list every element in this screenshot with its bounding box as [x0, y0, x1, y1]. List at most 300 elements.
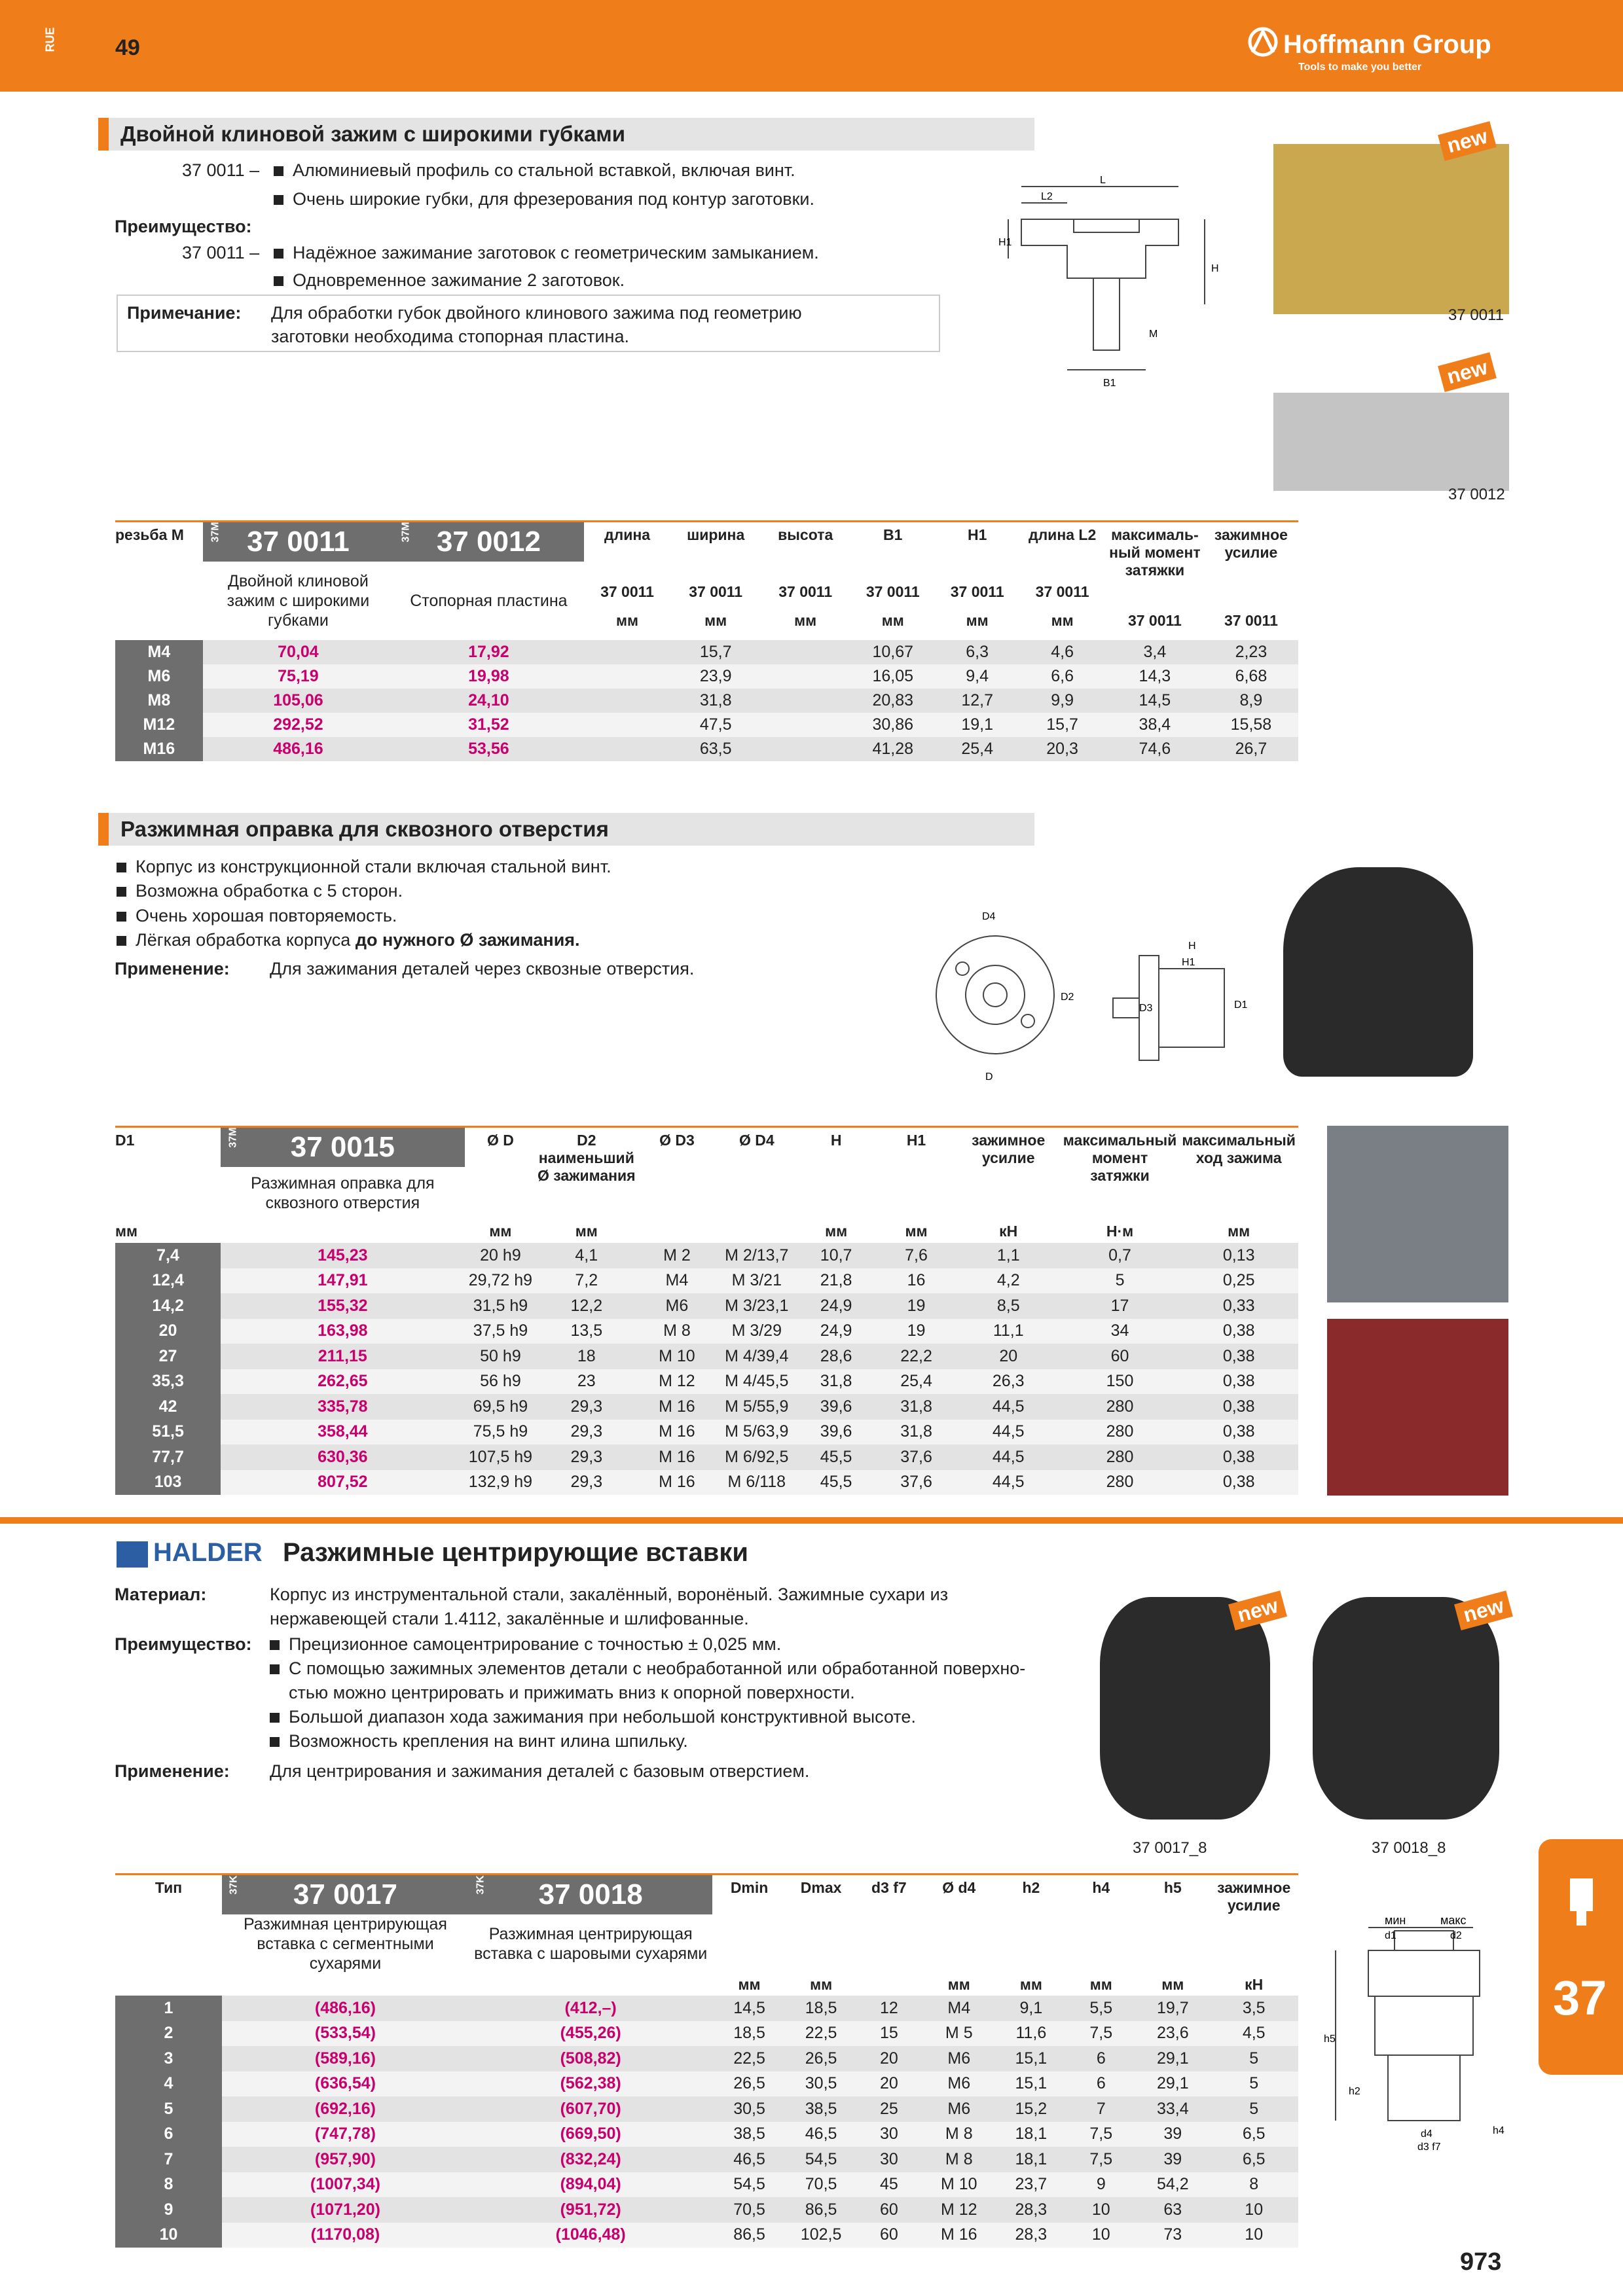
ref-cell: 37 0011 — [778, 583, 833, 600]
row-label: 9 — [115, 2197, 222, 2223]
section-title-centering-inserts: Разжимные центрирующие вставки — [283, 1538, 748, 1567]
table-cell: 18 — [536, 1344, 636, 1369]
table-cell: 25 — [856, 2096, 922, 2122]
price-table-expanding-mandrel — [115, 1126, 1298, 1495]
table-cell: 12,2 — [536, 1293, 636, 1319]
table-cell: 34 — [1061, 1319, 1180, 1344]
price-cell: (957,90) — [222, 2147, 469, 2172]
col-header: h4 — [1066, 1874, 1136, 1974]
feature-item: Лёгкая обработка корпуса до нужного Ø зажимания. — [117, 928, 580, 952]
price-cell: (562,38) — [469, 2072, 713, 2097]
image-caption: 37 0018_8 — [1372, 1839, 1446, 1857]
table-cell: 10 — [1066, 2197, 1136, 2223]
col-header: максималь-ный момент затяжки — [1106, 522, 1204, 601]
table-row — [115, 1344, 1298, 1369]
table-cell: M4 — [922, 1996, 996, 2021]
ref-cell: 37 0011 — [866, 583, 920, 600]
table-cell: 0,33 — [1179, 1293, 1298, 1319]
table-cell: 280 — [1061, 1394, 1180, 1420]
unit-cell: мм — [704, 611, 727, 629]
table-cell: 10,67 — [850, 640, 936, 664]
bullet-icon — [117, 912, 126, 922]
table-cell: 54,2 — [1136, 2172, 1209, 2198]
table-cell: M 5/55,9 — [718, 1394, 796, 1420]
table-cell: 12,7 — [936, 689, 1019, 713]
svg-text:H1: H1 — [1182, 957, 1195, 968]
table-row — [115, 2122, 1298, 2147]
table-cell: 29,1 — [1136, 2072, 1209, 2097]
svg-text:D1: D1 — [1234, 999, 1248, 1011]
table-cell: 10 — [1209, 2223, 1298, 2248]
table-cell: 38,5 — [786, 2096, 856, 2122]
row-label: 103 — [115, 1470, 221, 1496]
price-cell: (669,50) — [469, 2122, 713, 2147]
col-header: Ø D4 — [718, 1127, 796, 1220]
table-cell: 23,6 — [1136, 2021, 1209, 2047]
table-cell: 24,9 — [796, 1293, 876, 1319]
unit-cell: мм — [947, 1975, 970, 1993]
table-cell: 4,5 — [1209, 2021, 1298, 2047]
unit-cell: мм — [1089, 1975, 1112, 1993]
table-cell: M 8 — [922, 2122, 996, 2147]
table-row — [115, 713, 1298, 737]
table-cell: 63 — [1136, 2197, 1209, 2223]
table-cell: 19 — [876, 1319, 956, 1344]
table-cell: 150 — [1061, 1369, 1180, 1395]
table-cell — [584, 713, 671, 737]
table-cell: 13,5 — [536, 1319, 636, 1344]
table-body — [115, 1996, 1298, 2248]
table-cell: 45,5 — [796, 1470, 876, 1496]
price-cell: 105,06 — [203, 689, 393, 713]
new-badge: new — [1454, 1590, 1513, 1630]
table-cell: 23 — [536, 1369, 636, 1395]
material-text: Корпус из инструментальной стали, закалённый, воронёный. Зажимные сухари из — [270, 1585, 949, 1604]
col-header: H1 — [936, 522, 1019, 562]
chapter-number: 37 — [1553, 1971, 1607, 2025]
table-cell: 15,58 — [1204, 713, 1298, 737]
unit-cell: 37 0011 — [1224, 611, 1278, 629]
table-cell — [761, 664, 850, 689]
svg-text:M: M — [1149, 329, 1158, 340]
col-header: Dmax — [786, 1874, 856, 1974]
table-cell: M 8 — [922, 2147, 996, 2172]
feature-item-cont: стью можно центрировать и прижимать вниз к опорной поверхности. — [289, 1683, 855, 1702]
table-cell: 44,5 — [957, 1444, 1061, 1470]
col-header: Ø D — [465, 1127, 537, 1220]
table-cell: 0,25 — [1179, 1268, 1298, 1294]
application-photo — [1327, 1319, 1508, 1496]
table-cell: 0,13 — [1179, 1243, 1298, 1268]
bullet-icon — [270, 1737, 280, 1747]
technical-drawing — [995, 173, 1250, 389]
table-cell: 28,3 — [996, 2197, 1066, 2223]
table-row — [115, 1319, 1298, 1344]
table-cell: 26,5 — [712, 2072, 786, 2097]
table-cell: 132,9 h9 — [465, 1470, 537, 1496]
table-cell: 15,2 — [996, 2096, 1066, 2122]
article-number: 37K 37 0018 — [469, 1874, 713, 1915]
new-badge: new — [1438, 352, 1497, 392]
page-number-left: 49 — [115, 35, 140, 60]
table-cell: 12 — [856, 1996, 922, 2021]
table-cell: M 16 — [636, 1470, 717, 1496]
table-cell: 30 — [856, 2122, 922, 2147]
table-cell: 45,5 — [796, 1444, 876, 1470]
unit-cell — [718, 1219, 796, 1243]
table-cell: 1,1 — [957, 1243, 1061, 1268]
table-cell: 15 — [856, 2021, 922, 2047]
price-cell: 262,65 — [221, 1369, 464, 1395]
row-label: 51,5 — [115, 1420, 221, 1445]
feature-item: Большой диапазон хода зажимания при небольшой конструктивной высоте. — [270, 1705, 916, 1729]
table-cell: 18,5 — [712, 2021, 786, 2047]
table-cell — [584, 664, 671, 689]
article-number: 37M 37 0015 — [221, 1127, 464, 1168]
table-row — [115, 1444, 1298, 1470]
table-cell: 86,5 — [786, 2197, 856, 2223]
row-label: 7,4 — [115, 1243, 221, 1268]
table-cell: 20,3 — [1019, 737, 1106, 761]
article-description: Разжимная центрирующая вставка с шаровыми сухарями — [474, 1925, 708, 1963]
bullet-icon — [117, 863, 126, 872]
col-header: H — [796, 1127, 876, 1220]
image-caption: 37 0011 — [1448, 306, 1504, 324]
table-cell: 0,7 — [1061, 1243, 1180, 1268]
svg-text:D: D — [985, 1071, 993, 1083]
feature-item: Очень широкие губки, для фрезерования под контур заготовки. — [274, 187, 814, 211]
table-row — [115, 2147, 1298, 2172]
table-cell: M 2/13,7 — [718, 1243, 796, 1268]
table-cell: 7,6 — [876, 1243, 956, 1268]
table-cell: 29,1 — [1136, 2046, 1209, 2072]
table-cell: 30 — [856, 2147, 922, 2172]
table-cell: 31,8 — [876, 1420, 956, 1445]
unit-cell: мм — [1161, 1975, 1184, 1993]
table-row — [115, 2046, 1298, 2072]
table-row — [115, 2072, 1298, 2097]
col-header: B1 — [850, 522, 936, 562]
table-cell: 44,5 — [957, 1420, 1061, 1445]
product-ref: 37 0011 – — [182, 243, 260, 262]
svg-text:L: L — [1100, 175, 1106, 186]
table-cell: 69,5 h9 — [465, 1394, 537, 1420]
col-header: максимальный момент затяжки — [1061, 1127, 1180, 1220]
table-cell: 20 — [957, 1344, 1061, 1369]
table-cell: 4,6 — [1019, 640, 1106, 664]
article-number: 37K 37 0017 — [222, 1874, 469, 1915]
price-cell: (607,70) — [469, 2096, 713, 2122]
price-cell: 24,10 — [393, 689, 584, 713]
article-description: Разжимная оправка для сквозного отверстия — [251, 1174, 435, 1212]
product-image-370015 — [1283, 867, 1473, 1077]
table-cell: 19 — [876, 1293, 956, 1319]
price-cell: 486,16 — [203, 737, 393, 761]
table-cell: 10,7 — [796, 1243, 876, 1268]
table-cell: 5,5 — [1066, 1996, 1136, 2021]
table-cell: 8,5 — [957, 1293, 1061, 1319]
ref-cell: 37 0011 — [600, 583, 654, 600]
table-cell: 5 — [1209, 2096, 1298, 2122]
material-text: нержавеющей стали 1.4112, закалённые и шлифованные. — [270, 1609, 749, 1628]
svg-text:d1: d1 — [1385, 1930, 1396, 1941]
table-cell: 11,6 — [996, 2021, 1066, 2047]
table-cell: 39,6 — [796, 1394, 876, 1420]
table-cell: 20 h9 — [465, 1243, 537, 1268]
application-text: Для зажимания деталей через сквозные отверстия. — [270, 959, 695, 978]
table-cell: M 4/45,5 — [718, 1369, 796, 1395]
table-cell: 14,3 — [1106, 664, 1204, 689]
table-cell — [761, 737, 850, 761]
table-cell: M 16 — [636, 1420, 717, 1445]
table-cell: M 10 — [922, 2172, 996, 2198]
row-label: 77,7 — [115, 1444, 221, 1470]
table-cell: M 8 — [636, 1319, 717, 1344]
svg-text:H: H — [1211, 263, 1219, 274]
table-cell: 44,5 — [957, 1470, 1061, 1496]
article-description: Двойной клиновой зажим с широкими губками — [227, 572, 370, 630]
price-cell: (508,82) — [469, 2046, 713, 2072]
note-label: Примечание: — [127, 303, 242, 323]
unit-cell: мм — [1051, 611, 1074, 629]
feature-item: Надёжное зажимание заготовок с геометрическим замыканием. — [274, 241, 819, 264]
row-label: 6 — [115, 2122, 222, 2147]
table-cell: M 4/39,4 — [718, 1344, 796, 1369]
row-label: 10 — [115, 2223, 222, 2248]
unit-cell: мм — [1019, 1975, 1042, 1993]
image-caption: 37 0017_8 — [1133, 1839, 1207, 1857]
bullet-icon — [270, 1664, 280, 1674]
table-cell: 31,5 h9 — [465, 1293, 537, 1319]
feature-item: Возможна обработка с 5 сторон. — [117, 879, 403, 903]
table-cell: 63,5 — [670, 737, 761, 761]
table-cell: 25,4 — [876, 1369, 956, 1395]
row-label: M4 — [115, 640, 203, 664]
price-cell: (455,26) — [469, 2021, 713, 2047]
table-cell: M6 — [922, 2072, 996, 2097]
table-row — [115, 2223, 1298, 2248]
section-title-wedge-clamp: Двойной клиновой зажим с широкими губками — [98, 118, 1034, 151]
price-cell: 145,23 — [221, 1243, 464, 1268]
col-header: зажимное усилие — [1204, 522, 1298, 601]
table-cell: 6,5 — [1209, 2122, 1298, 2147]
row-label: 7 — [115, 2147, 222, 2172]
section-divider — [0, 1517, 1623, 1524]
price-cell: 70,04 — [203, 640, 393, 664]
row-label: 14,2 — [115, 1293, 221, 1319]
table-cell: 22,5 — [712, 2046, 786, 2072]
table-cell: M 16 — [636, 1444, 717, 1470]
feature-item: Возможность крепления на винт илина шпильку. — [270, 1729, 688, 1753]
table-cell: 17 — [1061, 1293, 1180, 1319]
ref-cell: 37 0011 — [1035, 583, 1089, 600]
table-cell: M 12 — [922, 2197, 996, 2223]
table-cell: 54,5 — [712, 2172, 786, 2198]
table-cell: 30,86 — [850, 713, 936, 737]
unit-cell — [636, 1219, 717, 1243]
col-header: d3 f7 — [856, 1874, 922, 1974]
row-label: 2 — [115, 2021, 222, 2047]
col-header: D1 — [115, 1127, 221, 1168]
col-header: Ø d4 — [922, 1874, 996, 1974]
col-header: зажимное усилие — [1209, 1874, 1298, 1974]
table-cell: 29,3 — [536, 1420, 636, 1445]
price-cell: 155,32 — [221, 1293, 464, 1319]
technical-drawing — [1322, 1918, 1519, 2199]
feature-item: Корпус из конструкционной стали включая стальной винт. — [117, 855, 611, 878]
unit-cell: кН — [999, 1222, 1018, 1240]
table-row — [115, 689, 1298, 713]
table-cell: 14,5 — [1106, 689, 1204, 713]
table-body — [115, 640, 1298, 761]
price-cell: (1170,08) — [222, 2223, 469, 2248]
bullet-icon — [270, 1640, 280, 1650]
unit-cell: мм — [738, 1975, 761, 1993]
price-cell: (589,16) — [222, 2046, 469, 2072]
table-cell: 28,3 — [996, 2223, 1066, 2248]
col-header: Тип — [115, 1874, 222, 1915]
table-cell: 50 h9 — [465, 1344, 537, 1369]
table-cell: 0,38 — [1179, 1394, 1298, 1420]
price-cell: 31,52 — [393, 713, 584, 737]
table-body — [115, 1243, 1298, 1495]
table-cell: 29,3 — [536, 1470, 636, 1496]
table-cell — [584, 689, 671, 713]
table-cell: 19,7 — [1136, 1996, 1209, 2021]
svg-text:L2: L2 — [1041, 191, 1053, 202]
row-label: 35,3 — [115, 1369, 221, 1395]
table-cell: 16 — [876, 1268, 956, 1294]
clamp-icon — [1563, 1875, 1599, 1928]
table-cell: 75,5 h9 — [465, 1420, 537, 1445]
table-cell: M 3/21 — [718, 1268, 796, 1294]
article-description: Разжимная центрирующая вставка с сегментными сухарями — [243, 1915, 447, 1973]
unit-cell: мм — [794, 611, 817, 629]
application-photo — [1327, 1126, 1508, 1302]
table-row — [115, 1293, 1298, 1319]
table-cell: 16,05 — [850, 664, 936, 689]
image-caption: 37 0012 — [1448, 486, 1505, 503]
feature-item: Одновременное зажимание 2 заготовок. — [274, 268, 625, 292]
brand-name: Hoffmann Group — [1283, 30, 1491, 59]
table-cell: M6 — [922, 2046, 996, 2072]
advantage-label: Преимущество: — [115, 1634, 252, 1654]
price-cell: 335,78 — [221, 1394, 464, 1420]
table-cell: 60 — [1061, 1344, 1180, 1369]
table-row — [115, 1243, 1298, 1268]
col-header: ширина — [670, 522, 761, 562]
price-table-centering-inserts — [115, 1873, 1298, 2248]
row-label: 5 — [115, 2096, 222, 2122]
row-label: M12 — [115, 713, 203, 737]
col-header: Dmin — [712, 1874, 786, 1974]
table-cell: 9,9 — [1019, 689, 1106, 713]
product-image-370011 — [1273, 144, 1509, 314]
brand-logo-icon — [1247, 26, 1279, 58]
table-cell: 86,5 — [712, 2223, 786, 2248]
table-cell: M 5/63,9 — [718, 1420, 796, 1445]
table-cell: 21,8 — [796, 1268, 876, 1294]
table-cell: M 16 — [636, 1394, 717, 1420]
application-text: Для центрирования и зажимания деталей с базовым отверстием. — [270, 1761, 810, 1781]
price-cell: 630,36 — [221, 1444, 464, 1470]
price-cell: (1046,48) — [469, 2223, 713, 2248]
table-cell: 31,8 — [876, 1394, 956, 1420]
table-cell: 7 — [1066, 2096, 1136, 2122]
table-cell: 37,5 h9 — [465, 1319, 537, 1344]
label-min: мин — [1385, 1918, 1406, 1927]
bullet-icon — [274, 276, 283, 286]
svg-text:h2: h2 — [1349, 2086, 1360, 2097]
price-cell: 163,98 — [221, 1319, 464, 1344]
table-cell: M 3/23,1 — [718, 1293, 796, 1319]
table-cell: 6,68 — [1204, 664, 1298, 689]
table-row — [115, 640, 1298, 664]
table-cell: 73 — [1136, 2223, 1209, 2248]
svg-text:h4: h4 — [1493, 2125, 1504, 2136]
unit-cell: кН — [1245, 1975, 1264, 1993]
unit-cell: Н·м — [1106, 1222, 1134, 1240]
table-cell: 37,6 — [876, 1470, 956, 1496]
table-cell: 102,5 — [786, 2223, 856, 2248]
table-cell: M 12 — [636, 1369, 717, 1395]
price-cell: 53,56 — [393, 737, 584, 761]
table-cell: 54,5 — [786, 2147, 856, 2172]
table-cell: 23,9 — [670, 664, 761, 689]
table-cell: M 6/92,5 — [718, 1444, 796, 1470]
unit-cell: мм — [489, 1222, 512, 1240]
bullet-icon — [270, 1713, 280, 1723]
svg-text:D4: D4 — [982, 911, 996, 922]
table-cell — [761, 713, 850, 737]
price-cell: 75,19 — [203, 664, 393, 689]
row-label: 27 — [115, 1344, 221, 1369]
table-cell: 9,4 — [936, 664, 1019, 689]
chapter-tab — [1539, 1839, 1623, 2075]
table-cell: 2,23 — [1204, 640, 1298, 664]
table-cell: 25,4 — [936, 737, 1019, 761]
table-cell: 6,6 — [1019, 664, 1106, 689]
table-cell — [761, 689, 850, 713]
table-cell: 280 — [1061, 1420, 1180, 1445]
table-cell: 20 — [856, 2072, 922, 2097]
table-row — [115, 1369, 1298, 1395]
table-cell: M 16 — [922, 2223, 996, 2248]
table-cell: 20 — [856, 2046, 922, 2072]
table-cell: 38,5 — [712, 2122, 786, 2147]
col-header: h5 — [1136, 1874, 1209, 1974]
unit-cell: мм — [616, 611, 639, 629]
table-cell: 39,6 — [796, 1420, 876, 1445]
table-cell: 0,38 — [1179, 1444, 1298, 1470]
table-row — [115, 664, 1298, 689]
svg-text:d3 f7: d3 f7 — [1417, 2142, 1441, 2153]
table-cell: 0,38 — [1179, 1420, 1298, 1445]
col-header: длина L2 — [1019, 522, 1106, 562]
table-cell: 56 h9 — [465, 1369, 537, 1395]
price-cell: 17,92 — [393, 640, 584, 664]
note-box — [117, 295, 940, 352]
table-cell: 0,38 — [1179, 1344, 1298, 1369]
row-label: 1 — [115, 1996, 222, 2021]
application-label: Применение: — [115, 1761, 230, 1781]
table-cell: 39 — [1136, 2147, 1209, 2172]
table-row — [115, 2021, 1298, 2047]
table-cell: 33,4 — [1136, 2096, 1209, 2122]
table-cell: 8,9 — [1204, 689, 1298, 713]
table-cell: M 10 — [636, 1344, 717, 1369]
table-cell: 31,8 — [796, 1369, 876, 1395]
